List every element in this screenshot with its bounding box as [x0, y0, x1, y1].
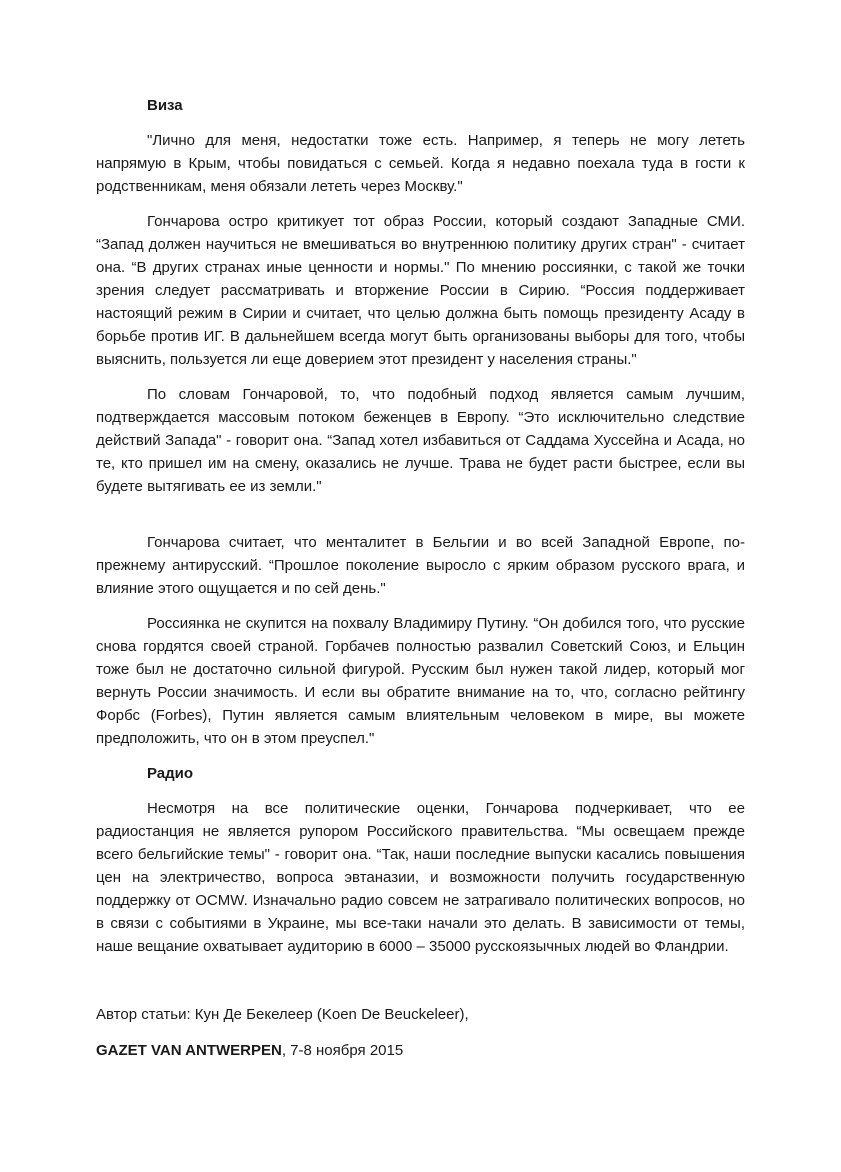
source-name: GAZET VAN ANTWERPEN	[96, 1042, 282, 1059]
paragraph-refugees: По словам Гончаровой, то, что подобный подход является самым лучшим, подтверждается массовым потоком беженцев в Европу. “Это исключительно следствие действий Запада" - говорит она. “Запад хотел избавиться от Саддама Хуссейна и Асада, но те, кто пришел им на смену, оказались не лучше. Трава не будет расти быстрее, если вы будете вытягивать ее из земли."	[96, 386, 745, 495]
section-heading-visa: Виза	[147, 97, 183, 114]
paragraph-mentality: Гончарова считает, что менталитет в Бельгии и во всей Западной Европе, по-прежнему антирусский. “Прошлое поколение выросло с ярким образом русского врага, и влияние этого ощущается и по сей день."	[96, 534, 745, 597]
paragraph-visa-quote: "Лично для меня, недостатки тоже есть. Например, я теперь не могу лететь напрямую в Крым, чтобы повидаться с семьей. Когда я недавно поехала туда в гости к родственникам, меня обязали лететь через Москву."	[96, 132, 745, 195]
paragraph-putin-praise: Россиянка не скупится на похвалу Владимиру Путину. “Он добился того, что русские снова гордятся своей страной. Горбачев полностью развалил Советский Союз, и Ельцин тоже был не достаточно сильной фигурой. Русским был нужен такой лидер, который мог вернуть России значимость. И если вы обратите внимание на то, что, согласно рейтингу Форбс (Forbes), Путин является самым влиятельным человеком в мире, вы можете предположить, что он в этом преуспел."	[96, 615, 745, 747]
source-line	[96, 1039, 745, 1062]
author-line: Автор статьи: Кун Де Бекелеер (Koen De Beuckeleer),	[96, 1006, 469, 1023]
paragraph-western-media: Гончарова остро критикует тот образ России, который создают Западные СМИ. “Запад должен научиться не вмешиваться во внутреннюю политику других стран" - считает она. “В других странах иные ценности и нормы." По мнению россиянки, с такой же точки зрения следует рассматривать и вторжение России в Сирию. “Россия поддерживает настоящий режим в Сирии и считает, что целью должна быть помощь президенту Асаду в борьбе против ИГ. В дальнейшем всегда могут быть организованы выборы для того, чтобы выяснить, пользуется ли еще доверием этот президент у населения страны."	[96, 213, 745, 368]
article-footer	[96, 1003, 745, 1062]
paragraph-radio-station: Несмотря на все политические оценки, Гончарова подчеркивает, что ее радиостанция не является рупором Российского правительства. “Мы освещаем прежде всего бельгийские темы" - говорит она. “Так, наши последние выпуски касались повышения цен на электричество, вопроса эвтаназии, и возможности получить государственную поддержку от OCMW. Изначально радио совсем не затрагивало политических вопросов, но в связи с событиями в Украине, мы все-таки начали это делать. В зависимости от темы, наше вещание охватывает аудиторию в 6000 – 35000 русскоязычных людей во Фландрии.	[96, 800, 745, 955]
source-date: , 7-8 ноября 2015	[281, 1042, 404, 1059]
section-heading-radio: Радио	[147, 765, 194, 782]
